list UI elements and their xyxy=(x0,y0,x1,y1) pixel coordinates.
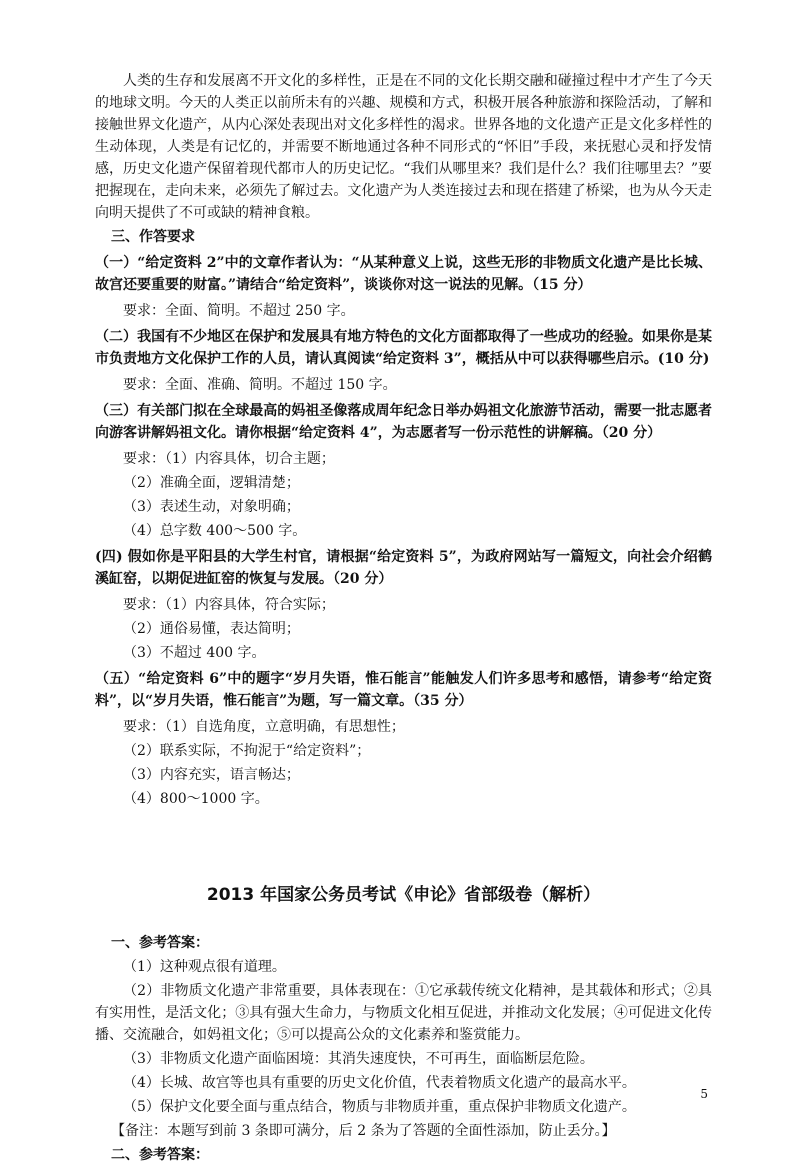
answer-3: （3）非物质文化遗产面临困境：其消失速度快，不可再生，面临断层危险。 xyxy=(123,1051,594,1067)
intro-paragraph: 人类的生存和发展离不开文化的多样性，正是在不同的文化长期交融和碰撞过程中才产生了今天的地球文明。今天的人类正以前所未有的兴趣、规模和方式，积极开展各种旅游和探险活动，了解和接触世界文化遗产，从内心深处表现出对文化多样性的渴求。世界各地的文化遗产正是文化多样性的生动体现，人类是有记忆的，并需要不断地通过各种不同形式的“怀旧”手段，来抚慰心灵和抒发情感，历史文化遗产保留着现代都市人的历史记忆。“我们从哪里来？我们是什么？我们往哪里去？”要把握现在，走向未来，必须先了解过去。文化遗产为人类连接过去和现在搭建了桥梁，也为从今天走向明天提供了不可或缺的精神食粮。 xyxy=(95,73,712,221)
answer-5: （5）保护文化要全面与重点结合，物质与非物质并重，重点保护非物质文化遗产。 xyxy=(123,1099,636,1115)
question-4-requirement-3: （3）不超过 400 字。 xyxy=(123,645,266,661)
page-number: 5 xyxy=(700,1087,708,1101)
question-3-requirement-4: （4）总字数 400～500 字。 xyxy=(123,523,307,539)
question-1: （一）“给定资料 2”中的文章作者认为：“从某种意义上说，这些无形的非物质文化遗产是比长城、故宫还要重要的财富。”请结合“给定资料”，谈谈你对这一说法的见解。（15 分） xyxy=(95,255,712,293)
analysis-title: 2013 年国家公务员考试《申论》省部级卷（解析） xyxy=(206,885,601,905)
section-heading: 三、作答要求 xyxy=(111,229,195,245)
answer-4: （4）长城、故宫等也具有重要的历史文化价值，代表着物质文化遗产的最高水平。 xyxy=(123,1075,636,1091)
answer-note: 【备注：本题写到前 3 条即可满分，后 2 条为了答题的全面性添加，防止丢分。】 xyxy=(111,1123,616,1139)
question-1-requirement: 要求：全面、简明。不超过 250 字。 xyxy=(123,303,355,319)
question-2-requirement: 要求：全面、准确、简明。不超过 150 字。 xyxy=(123,377,397,393)
question-5: （五）“给定资料 6”中的题字“岁月失语，惟石能言”能触发人们许多思考和感悟，请参考“给定资料”，以“岁月失语，惟石能言”为题，写一篇文章。（35 分） xyxy=(95,671,712,709)
answer-1: （1）这种观点很有道理。 xyxy=(123,959,286,975)
question-3-requirement-2: （2）准确全面，逻辑清楚； xyxy=(123,475,300,491)
question-4-requirement-2: （2）通俗易懂，表达简明； xyxy=(123,621,300,637)
question-5-requirement-3: （3）内容充实，语言畅达； xyxy=(123,767,300,783)
answer-2: （2）非物质文化遗产非常重要，具体表现在：①它承载传统文化精神，是其载体和形式；②具有实用性，是活文化；③具有强大生命力，与物质文化相互促进，并推动文化发展；④可促进文化传播、交流融合，如妈祖文化；⑤可以提高公众的文化素养和鉴赏能力。 xyxy=(95,983,712,1043)
question-4-requirement-1: 要求：（1）内容具体，符合实际； xyxy=(123,597,335,613)
question-3: （三）有关部门拟在全球最高的妈祖圣像落成周年纪念日举办妈祖文化旅游节活动，需要一批志愿者向游客讲解妈祖文化。请你根据“给定资料 4”，为志愿者写一份示范性的讲解稿。（20 分） xyxy=(95,403,712,441)
answer-heading-1: 一、参考答案： xyxy=(111,935,209,951)
question-5-requirement-4: （4）800～1000 字。 xyxy=(123,791,269,807)
question-3-requirement-3: （3）表述生动，对象明确； xyxy=(123,499,300,515)
question-5-requirement-1: 要求：（1）自选角度，立意明确，有思想性； xyxy=(123,719,405,735)
answer-heading-2: 二、参考答案： xyxy=(111,1147,209,1163)
question-4: (四) 假如你是平阳县的大学生村官，请根据“给定资料 5”，为政府网站写一篇短文，向社会介绍鹤溪缸窑，以期促进缸窑的恢复与发展。（20 分） xyxy=(95,549,712,587)
question-2: （二）我国有不少地区在保护和发展具有地方特色的文化方面都取得了一些成功的经验。如果你是某市负责地方文化保护工作的人员，请认真阅读“给定资料 3”，概括从中可以获得哪些启示。(10 分) xyxy=(95,329,712,367)
question-5-requirement-2: （2）联系实际，不拘泥于“给定资料”； xyxy=(123,743,371,759)
page-content xyxy=(95,70,712,1166)
question-3-requirement-1: 要求：（1）内容具体，切合主题； xyxy=(123,451,335,467)
